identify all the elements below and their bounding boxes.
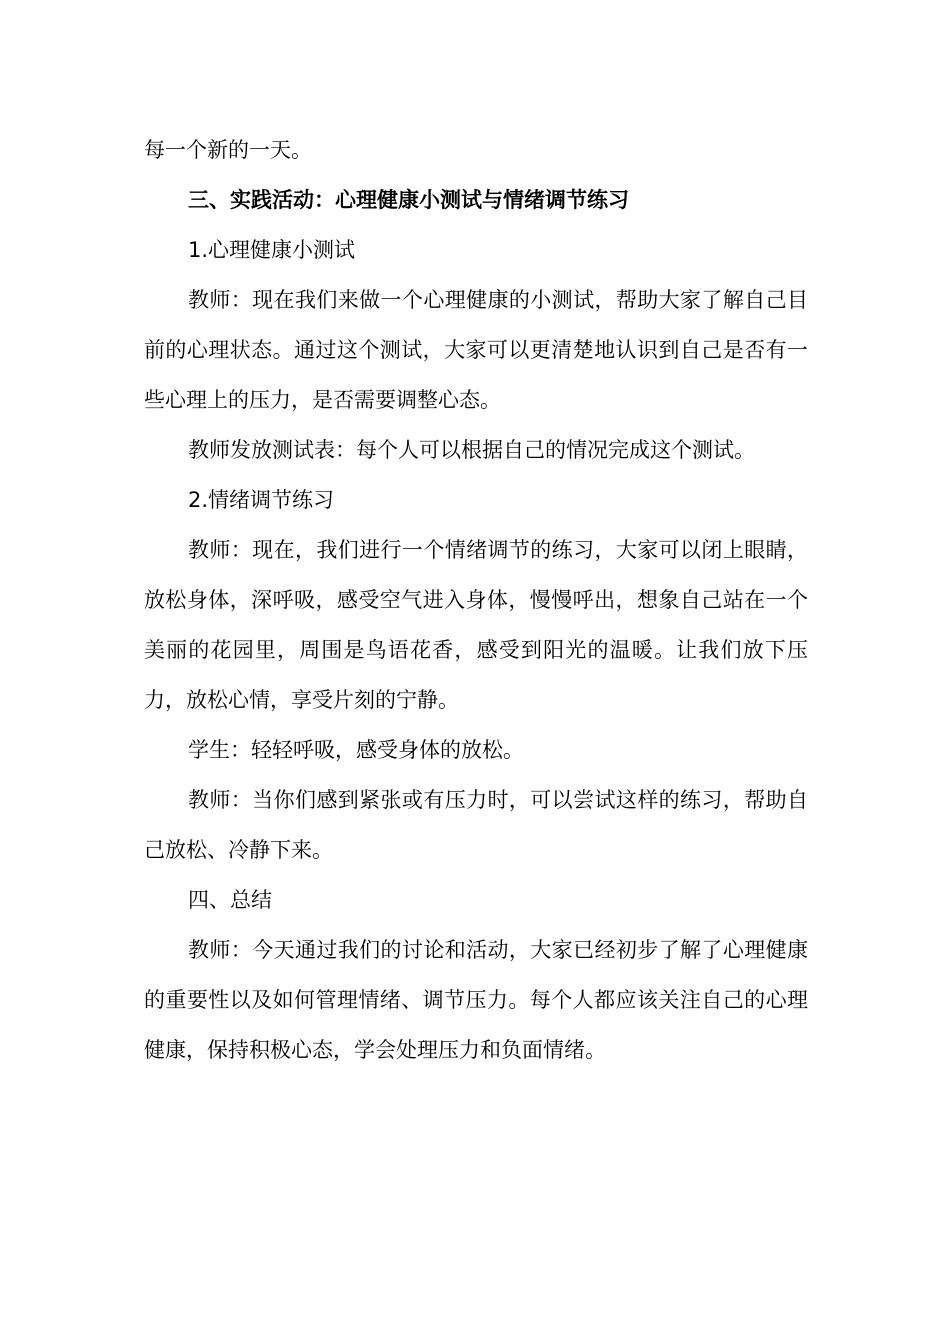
subheading-mental-health-test: 1.心理健康小测试 (188, 238, 356, 262)
section-heading-summary: 四、总结 (188, 888, 272, 912)
paragraph-teacher-relaxation: 教师：现在，我们进行一个情绪调节的练习，大家可以闭上眼睛，放松身体，深呼吸，感受空气进入身体，慢慢呼出，想象自己站在一个美丽的花园里，周围是鸟语花香，感受到阳光的温暖。让我们放下压力，放松心情，享受片刻的宁静。 (144, 538, 808, 712)
subheading-emotion-regulation: 2.情绪调节练习 (188, 488, 335, 512)
paragraph-teacher-advice: 教师：当你们感到紧张或有压力时，可以尝试这样的练习，帮助自己放松、冷静下来。 (144, 788, 808, 862)
paragraph-student-response: 学生：轻轻呼吸，感受身体的放松。 (188, 738, 524, 762)
paragraph-teacher-test-intro: 教师：现在我们来做一个心理健康的小测试，帮助大家了解自己目前的心理状态。通过这个测试，大家可以更清楚地认识到自己是否有一些心理上的压力，是否需要调整心态。 (144, 288, 808, 412)
document-body (144, 125, 808, 1075)
paragraph-teacher-handout: 教师发放测试表：每个人可以根据自己的情况完成这个测试。 (188, 438, 755, 462)
section-heading-practice: 三、实践活动：心理健康小测试与情绪调节练习 (188, 188, 629, 212)
paragraph-continuation: 每一个新的一天。 (144, 138, 312, 162)
paragraph-teacher-summary: 教师：今天通过我们的讨论和活动，大家已经初步了解了心理健康的重要性以及如何管理情绪、调节压力。每个人都应该关注自己的心理健康，保持积极心态，学会处理压力和负面情绪。 (144, 938, 808, 1062)
